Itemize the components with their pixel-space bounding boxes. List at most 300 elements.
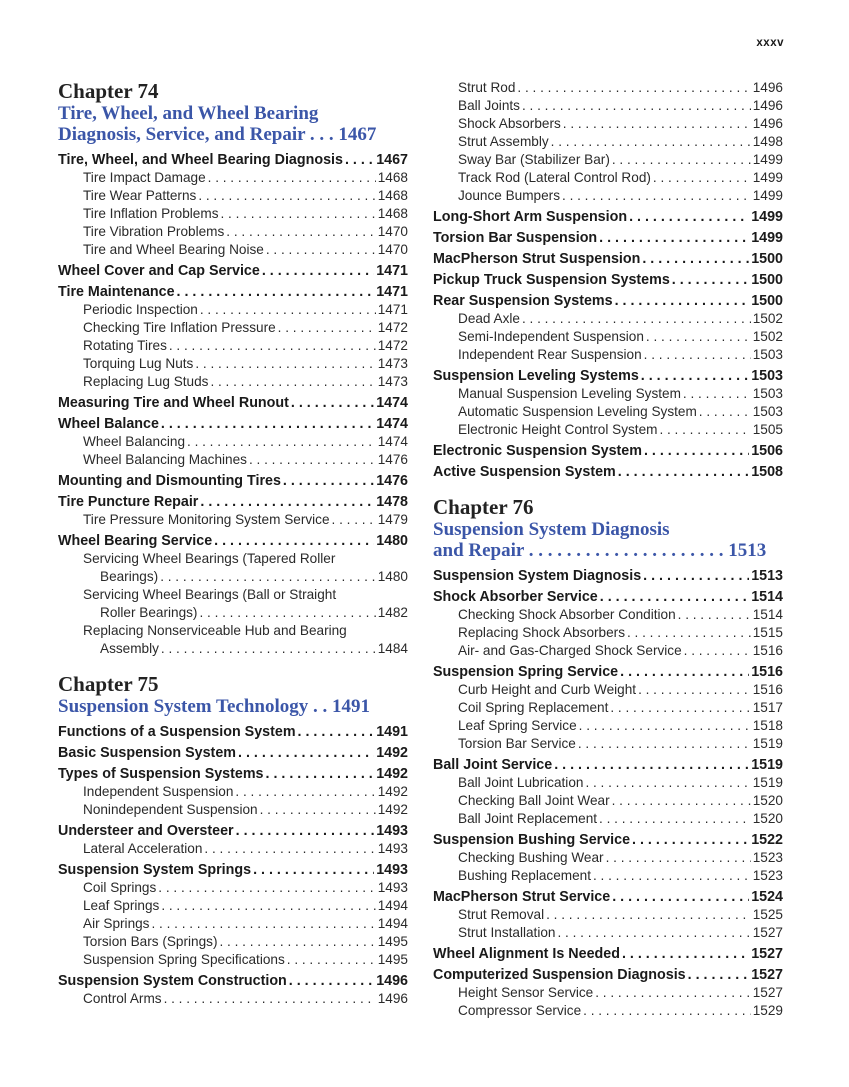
toc-section[interactable]	[433, 229, 783, 247]
toc-subsection[interactable]	[58, 301, 408, 319]
dot-leader	[236, 822, 375, 840]
entry-label: Curb Height and Curb Weight	[458, 682, 637, 697]
entry-label: Periodic Inspection	[83, 302, 198, 317]
toc-section[interactable]	[58, 861, 408, 879]
entry-page: 1492	[376, 766, 408, 782]
entry-label: Measuring Tire and Wheel Runout	[58, 395, 289, 411]
entry-label: Active Suspension System	[433, 464, 616, 480]
toc-section[interactable]	[58, 744, 408, 762]
dot-leader	[683, 385, 751, 403]
toc-subsection[interactable]	[433, 906, 783, 924]
dot-leader	[653, 169, 751, 187]
entry-page: 1500	[751, 293, 783, 309]
chapter-number: Chapter 74	[58, 79, 159, 103]
entry-label: Strut Assembly	[458, 134, 549, 149]
toc-subsection[interactable]	[433, 774, 783, 792]
entry-label: Independent Rear Suspension	[458, 347, 642, 362]
toc-section[interactable]	[433, 888, 783, 906]
toc-subsection[interactable]	[433, 151, 783, 169]
entry-page: 1467	[376, 152, 408, 168]
entry-label: Functions of a Suspension System	[58, 724, 296, 740]
toc-subsection[interactable]	[433, 97, 783, 115]
entry-page: 1527	[752, 985, 783, 1000]
toc-subsection[interactable]	[58, 783, 408, 801]
dot-leader	[332, 511, 376, 529]
toc-subsection[interactable]	[58, 319, 408, 337]
toc-subsection[interactable]	[58, 951, 408, 969]
dot-leader	[198, 187, 375, 205]
dot-leader	[642, 250, 749, 268]
dot-leader	[200, 493, 374, 511]
entry-label: Strut Removal	[458, 907, 545, 922]
entry-page: 1503	[751, 368, 783, 384]
toc-subsection[interactable]	[433, 984, 783, 1002]
dot-leader	[641, 367, 749, 385]
entry-page: 1516	[751, 664, 783, 680]
dot-leader	[253, 861, 374, 879]
entry-page: 1518	[752, 718, 783, 733]
entry-page: 1520	[752, 811, 783, 826]
entry-label: Wheel Balancing	[83, 434, 186, 449]
dot-leader	[298, 723, 375, 741]
toc-subsection-line1[interactable]: Servicing Wheel Bearings (Tapered Roller	[83, 551, 336, 566]
entry-label: Checking Bushing Wear	[458, 850, 604, 865]
dot-leader	[522, 310, 751, 328]
entry-label: Checking Ball Joint Wear	[458, 793, 610, 808]
toc-subsection[interactable]	[58, 511, 408, 529]
toc-section[interactable]	[433, 208, 783, 226]
entry-label: Suspension Spring Specifications	[83, 952, 285, 967]
toc-section[interactable]	[433, 442, 783, 460]
entry-page: 1474	[376, 395, 408, 411]
entry-label: Ball Joints	[458, 98, 520, 113]
dot-leader	[187, 433, 376, 451]
entry-label: Tire Pressure Monitoring System Service	[83, 512, 330, 527]
toc-subsection[interactable]	[433, 642, 783, 660]
toc-subsection[interactable]	[58, 187, 408, 205]
toc-subsection[interactable]	[433, 924, 783, 942]
entry-label: Lateral Acceleration	[83, 841, 203, 856]
toc-subsection[interactable]	[433, 624, 783, 642]
dot-leader	[632, 831, 749, 849]
entry-page: 1499	[752, 170, 783, 185]
dot-leader	[235, 783, 375, 801]
entry-label: Suspension Bushing Service	[433, 832, 631, 848]
entry-page: 1472	[377, 338, 408, 353]
entry-label: Leaf Springs	[83, 898, 160, 913]
entry-label: Height Sensor Service	[458, 985, 594, 1000]
toc-subsection[interactable]	[58, 915, 408, 933]
toc-subsection[interactable]	[433, 792, 783, 810]
entry-label: Suspension System Springs	[58, 862, 252, 878]
chapter-title: Tire, Wheel, and Wheel Bearing	[58, 103, 319, 124]
toc-subsection[interactable]	[433, 681, 783, 699]
dot-leader	[618, 463, 749, 481]
entry-page: 1482	[377, 605, 408, 620]
entry-label: Compressor Service	[458, 1003, 582, 1018]
toc-section[interactable]	[58, 822, 408, 840]
toc-subsection[interactable]	[433, 867, 783, 885]
toc-subsection[interactable]	[58, 169, 408, 187]
dot-leader	[283, 472, 374, 490]
toc-subsection[interactable]	[58, 897, 408, 915]
toc-subsection[interactable]	[58, 241, 408, 259]
toc-section[interactable]	[58, 394, 408, 412]
toc-section[interactable]	[58, 532, 408, 550]
toc-subsection[interactable]	[58, 373, 408, 391]
entry-label: Ball Joint Lubrication	[458, 775, 584, 790]
entry-page: 1494	[377, 916, 408, 931]
dot-leader	[151, 915, 375, 933]
entry-label: Torquing Lug Nuts	[83, 356, 194, 371]
entry-page: 1523	[752, 868, 783, 883]
dot-leader	[289, 972, 374, 990]
entry-page: 1496	[752, 116, 783, 131]
toc-subsection[interactable]	[433, 403, 783, 421]
dot-leader	[287, 951, 376, 969]
dot-leader	[161, 415, 374, 433]
chapter-title: and Repair . . . . . . . . . . . . . . . . . . . . . 1513	[433, 540, 767, 561]
entry-label: MacPherson Strut Service	[433, 889, 611, 905]
entry-label: Air- and Gas-Charged Shock Service	[458, 643, 682, 658]
toc-subsection[interactable]	[58, 205, 408, 223]
entry-label: Bushing Replacement	[458, 868, 591, 883]
dot-leader	[199, 604, 375, 622]
entry-page: 1516	[752, 643, 783, 658]
entry-label: Torsion Bar Service	[458, 736, 576, 751]
entry-label: Wheel Balance	[58, 416, 159, 432]
dot-leader	[646, 328, 751, 346]
entry-label: Wheel Bearing Service	[58, 533, 213, 549]
toc-subsection[interactable]	[433, 1002, 783, 1020]
entry-page: 1516	[752, 682, 783, 697]
dot-leader	[659, 421, 750, 439]
entry-label: Tire Inflation Problems	[83, 206, 219, 221]
entry-page: 1480	[377, 569, 408, 584]
page-number: xxxv	[756, 37, 784, 49]
entry-page: 1471	[376, 263, 408, 279]
entry-label: Wheel Cover and Cap Service	[58, 263, 260, 279]
dot-leader	[629, 208, 749, 226]
dot-leader	[249, 451, 376, 469]
dot-leader	[585, 774, 750, 792]
dot-leader	[684, 642, 751, 660]
entry-label: Ball Joint Service	[433, 757, 553, 773]
entry-label: Understeer and Oversteer	[58, 823, 234, 839]
toc-section[interactable]	[433, 567, 783, 585]
entry-label: Checking Tire Inflation Pressure	[83, 320, 276, 335]
dot-leader	[688, 966, 750, 984]
toc-subsection[interactable]	[58, 933, 408, 951]
toc-section[interactable]	[433, 271, 783, 289]
toc-subsection[interactable]	[58, 337, 408, 355]
entry-label: Leaf Spring Service	[458, 718, 577, 733]
entry-page: 1503	[752, 404, 783, 419]
chapter-number: Chapter 76	[433, 495, 534, 519]
toc-subsection[interactable]	[433, 169, 783, 187]
toc-section[interactable]	[433, 831, 783, 849]
dot-leader	[517, 79, 750, 97]
toc-subsection[interactable]	[58, 355, 408, 373]
entry-page: 1471	[376, 284, 408, 300]
toc-subsection-line1[interactable]: Replacing Nonserviceable Hub and Bearing	[83, 623, 347, 638]
dot-leader	[672, 271, 749, 289]
toc-subsection[interactable]	[433, 699, 783, 717]
dot-leader	[599, 229, 749, 247]
toc-subsection[interactable]	[58, 640, 408, 658]
dot-leader	[583, 1002, 751, 1020]
toc-subsection[interactable]	[433, 606, 783, 624]
entry-page: 1474	[377, 434, 408, 449]
entry-label: Suspension System Construction	[58, 973, 287, 989]
entry-label: Torsion Bars (Springs)	[83, 934, 218, 949]
toc-subsection[interactable]	[58, 604, 408, 622]
toc-column-left	[58, 79, 408, 1008]
entry-label: MacPherson Strut Suspension	[433, 251, 641, 267]
toc-subsection[interactable]	[433, 385, 783, 403]
toc-subsection[interactable]	[433, 310, 783, 328]
entry-page: 1502	[752, 311, 783, 326]
entry-page: 1506	[751, 443, 783, 459]
entry-label: Suspension System Diagnosis	[433, 568, 642, 584]
entry-label: Tire Impact Damage	[83, 170, 206, 185]
entry-label: Tire Maintenance	[58, 284, 175, 300]
toc-subsection[interactable]	[433, 346, 783, 364]
dot-leader	[204, 840, 375, 858]
toc-section[interactable]	[433, 292, 783, 310]
entry-page: 1496	[377, 991, 408, 1006]
dot-leader	[278, 319, 376, 337]
chapter-heading[interactable]	[433, 495, 783, 561]
entry-page: 1496	[376, 973, 408, 989]
dot-leader	[266, 241, 376, 259]
entry-label: Track Rod (Lateral Control Rod)	[458, 170, 651, 185]
entry-label: Mounting and Dismounting Tires	[58, 473, 281, 489]
entry-label: Tire Puncture Repair	[58, 494, 199, 510]
toc-section[interactable]	[433, 966, 783, 984]
chapter-number: Chapter 75	[58, 672, 159, 696]
entry-label: Suspension Spring Service	[433, 664, 619, 680]
dot-leader	[578, 735, 751, 753]
dot-leader	[593, 867, 751, 885]
entry-page: 1500	[751, 251, 783, 267]
toc-section[interactable]	[433, 756, 783, 774]
entry-page: 1499	[751, 230, 783, 246]
dot-leader	[161, 897, 375, 915]
dot-leader	[579, 717, 751, 735]
toc-section[interactable]	[58, 283, 408, 301]
entry-page: 1503	[752, 386, 783, 401]
entry-page: 1492	[377, 802, 408, 817]
toc-subsection[interactable]	[433, 735, 783, 753]
dot-leader	[177, 283, 375, 301]
toc-subsection[interactable]	[58, 223, 408, 241]
entry-page: 1493	[376, 823, 408, 839]
toc-section[interactable]	[433, 663, 783, 681]
entry-label: Coil Spring Replacement	[458, 700, 609, 715]
toc-section[interactable]	[433, 945, 783, 963]
toc-section[interactable]	[433, 250, 783, 268]
entry-label: Manual Suspension Leveling System	[458, 386, 681, 401]
entry-label: Sway Bar (Stabilizer Bar)	[458, 152, 610, 167]
chapter-heading[interactable]	[58, 79, 408, 145]
dot-leader	[169, 337, 376, 355]
dot-leader	[161, 640, 376, 658]
entry-page: 1494	[377, 898, 408, 913]
entry-label: Automatic Suspension Leveling System	[458, 404, 697, 419]
toc-section[interactable]	[58, 472, 408, 490]
toc-section[interactable]	[58, 493, 408, 511]
entry-page: 1493	[377, 841, 408, 856]
toc-subsection[interactable]	[58, 990, 408, 1008]
entry-label: Replacing Shock Absorbers	[458, 625, 625, 640]
entry-page: 1491	[376, 724, 408, 740]
dot-leader	[627, 624, 751, 642]
entry-page: 1476	[377, 452, 408, 467]
dot-leader	[599, 810, 751, 828]
entry-label: Checking Shock Absorber Condition	[458, 607, 676, 622]
entry-page: 1527	[751, 967, 783, 983]
entry-label: Wheel Balancing Machines	[83, 452, 247, 467]
toc-subsection[interactable]	[58, 433, 408, 451]
chapter-heading[interactable]	[58, 672, 408, 717]
entry-page: 1479	[377, 512, 408, 527]
dot-leader	[557, 924, 750, 942]
entry-page: 1468	[377, 170, 408, 185]
toc-section[interactable]	[58, 765, 408, 783]
toc-subsection[interactable]	[58, 840, 408, 858]
dot-leader	[164, 990, 376, 1008]
toc-subsection[interactable]	[433, 717, 783, 735]
toc-subsection[interactable]	[433, 328, 783, 346]
dot-leader	[644, 346, 751, 364]
dot-leader	[678, 606, 751, 624]
entry-label: Basic Suspension System	[58, 745, 236, 761]
entry-page: 1492	[377, 784, 408, 799]
dot-leader	[620, 663, 749, 681]
entry-label: Air Springs	[83, 916, 150, 931]
toc-section[interactable]	[58, 723, 408, 741]
entry-page: 1470	[377, 224, 408, 239]
entry-page: 1513	[751, 568, 783, 584]
toc-subsection[interactable]	[433, 187, 783, 205]
entry-page: 1468	[377, 206, 408, 221]
dot-leader	[345, 151, 374, 169]
toc-section[interactable]	[58, 151, 408, 169]
toc-subsection[interactable]	[58, 568, 408, 586]
entry-label: Tire and Wheel Bearing Noise	[83, 242, 264, 257]
toc-section[interactable]	[433, 463, 783, 481]
toc-subsection[interactable]	[433, 133, 783, 151]
entry-page: 1484	[377, 641, 408, 656]
toc-subsection[interactable]	[433, 421, 783, 439]
entry-page: 1493	[376, 862, 408, 878]
entry-label: Strut Rod	[458, 80, 516, 95]
toc-section[interactable]	[58, 415, 408, 433]
dot-leader	[221, 205, 376, 223]
dot-leader	[644, 442, 749, 460]
entry-page: 1468	[377, 188, 408, 203]
toc-subsection[interactable]	[58, 801, 408, 819]
entry-page: 1522	[751, 832, 783, 848]
entry-page: 1524	[751, 889, 783, 905]
dot-leader	[226, 223, 375, 241]
entry-page: 1498	[752, 134, 783, 149]
entry-label: Types of Suspension Systems	[58, 766, 264, 782]
toc-subsection[interactable]	[58, 451, 408, 469]
dot-leader	[219, 933, 375, 951]
toc-subsection[interactable]	[433, 810, 783, 828]
toc-section[interactable]	[58, 972, 408, 990]
chapter-title: Suspension System Technology . . 1491	[58, 696, 370, 717]
entry-page: 1470	[377, 242, 408, 257]
entry-label: Suspension Leveling Systems	[433, 368, 639, 384]
entry-page: 1523	[752, 850, 783, 865]
dot-leader	[158, 879, 375, 897]
dot-leader	[200, 301, 376, 319]
dot-leader	[546, 906, 751, 924]
entry-page: 1527	[752, 925, 783, 940]
entry-page: 1474	[376, 416, 408, 432]
entry-label: Jounce Bumpers	[458, 188, 561, 203]
entry-label: Nonindependent Suspension	[83, 802, 258, 817]
dot-leader	[260, 801, 376, 819]
entry-page: 1520	[752, 793, 783, 808]
dot-leader	[262, 262, 374, 280]
toc-section[interactable]	[433, 588, 783, 606]
entry-label: Roller Bearings)	[100, 605, 198, 620]
entry-page: 1496	[752, 98, 783, 113]
toc-section[interactable]	[58, 262, 408, 280]
dot-leader	[622, 945, 749, 963]
dot-leader	[595, 984, 751, 1002]
entry-label: Dead Axle	[458, 311, 520, 326]
dot-leader	[210, 373, 375, 391]
dot-leader	[638, 681, 751, 699]
dot-leader	[214, 532, 374, 550]
entry-page: 1499	[751, 209, 783, 225]
entry-label: Electronic Suspension System	[433, 443, 642, 459]
entry-label: Tire, Wheel, and Wheel Bearing Diagnosis	[58, 152, 343, 168]
toc-subsection[interactable]	[433, 115, 783, 133]
entry-page: 1529	[752, 1003, 783, 1018]
entry-label: Torsion Bar Suspension	[433, 230, 598, 246]
toc-column-right	[433, 79, 783, 1020]
entry-label: Control Arms	[83, 991, 162, 1006]
toc-subsection[interactable]	[58, 879, 408, 897]
entry-page: 1473	[377, 374, 408, 389]
dot-leader	[606, 849, 751, 867]
entry-label: Electronic Height Control System	[458, 422, 658, 437]
toc-subsection[interactable]	[433, 79, 783, 97]
entry-page: 1514	[752, 607, 783, 622]
entry-page: 1496	[752, 80, 783, 95]
chapter-title: Diagnosis, Service, and Repair . . . 1467	[58, 124, 377, 145]
dot-leader	[522, 97, 751, 115]
entry-label: Computerized Suspension Diagnosis	[433, 967, 686, 983]
entry-page: 1508	[751, 464, 783, 480]
entry-label: Long-Short Arm Suspension	[433, 209, 628, 225]
toc-section[interactable]	[433, 367, 783, 385]
toc-subsection-line1[interactable]: Servicing Wheel Bearings (Ball or Straight	[83, 587, 337, 602]
toc-subsection[interactable]	[433, 849, 783, 867]
entry-page: 1476	[376, 473, 408, 489]
dot-leader	[160, 568, 376, 586]
entry-label: Rotating Tires	[83, 338, 167, 353]
entry-page: 1478	[376, 494, 408, 510]
entry-page: 1495	[377, 952, 408, 967]
entry-label: Replacing Lug Studs	[83, 374, 209, 389]
